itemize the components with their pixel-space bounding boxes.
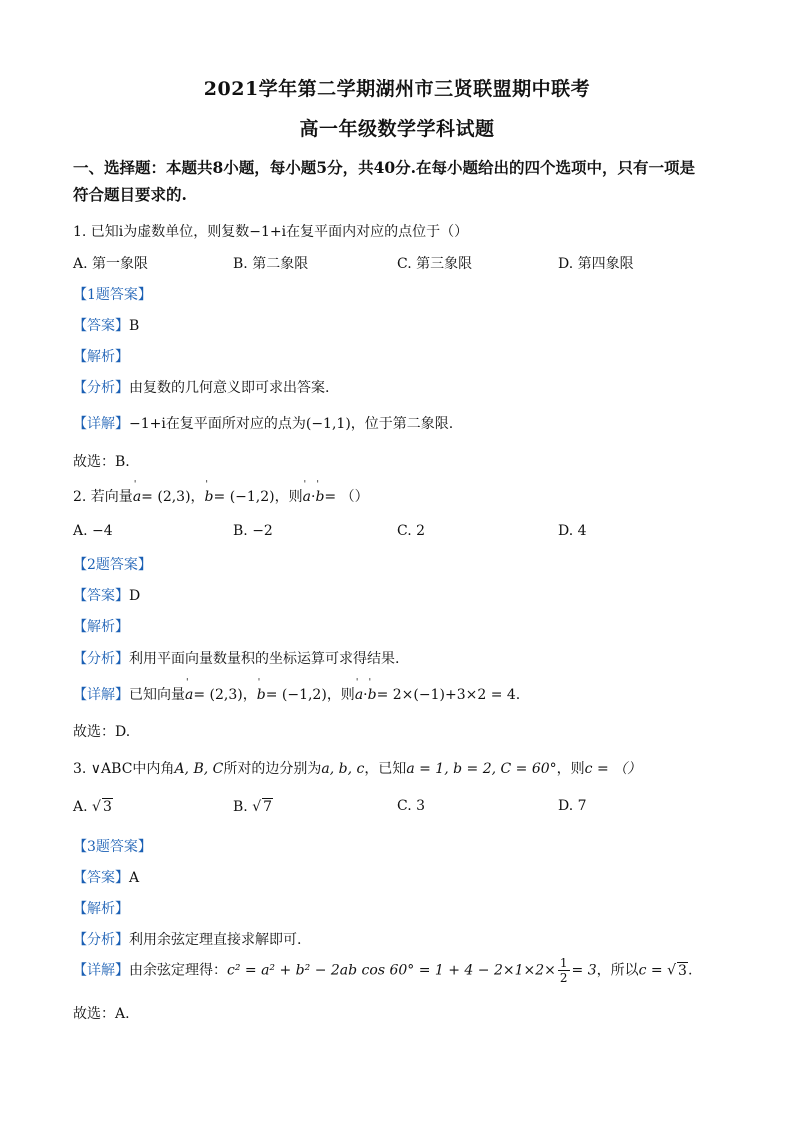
q3-option-c: C. 3: [397, 798, 426, 814]
q3-detail: 【详解】由余弦定理得：c² = a² + b² − 2ab cos 60° = 1 + 4 − 2×1×2× $\frac{1}{2}$ = 3，所以c = √ 3.: [73, 956, 693, 985]
q3-option-a: A. √ 3: [73, 799, 112, 815]
q2-fenxi: 【分析】利用平面向量数量积的坐标运算可求得结果.: [73, 651, 400, 667]
q2-analysis-tag: 【解析】: [73, 619, 129, 635]
fraction-one-half: $\frac{1}{2}$: [559, 956, 568, 985]
q3-answer: 【答案】A: [73, 870, 140, 886]
q1-option-b: B. 第二象限: [233, 256, 309, 272]
q1-fenxi: 【分析】由复数的几何意义即可求出答案.: [73, 380, 330, 396]
q2-detail: 【详解】已知向量' a= (2,3)，' b= (−1,2)，则' a·' b= 2×(−1)+3×2 = 4.: [73, 684, 520, 704]
q2-option-b: B. −2: [233, 523, 273, 539]
q1-option-d: D. 第四象限: [558, 256, 634, 272]
q1-choose: 故选：B.: [73, 454, 130, 470]
q2-choose: 故选：D.: [73, 724, 131, 740]
q2-answer-tag: 【2题答案】: [73, 557, 152, 573]
q1-option-c: C. 第三象限: [397, 256, 473, 272]
q3-choose: 故选：A.: [73, 1006, 130, 1022]
q2-option-a: A. −4: [73, 523, 113, 539]
q3-analysis-tag: 【解析】: [73, 901, 129, 917]
q1-answer-tag: 【1题答案】: [73, 287, 152, 303]
exam-title: 2021学年第二学期湖州市三贤联盟期中联考: [203, 78, 591, 100]
q3-fenxi: 【分析】利用余弦定理直接求解即可.: [73, 932, 302, 948]
q3-option-b: B. √ 7: [233, 799, 273, 815]
q2-option-c: C. 2: [397, 523, 426, 539]
question-3-stem: 3. ∨ABC中内角A, B, C所对的边分别为a, b, c，已知a = 1, b = 2, C = 60°，则c = （）: [73, 761, 642, 777]
q3-answer-tag: 【3题答案】: [73, 839, 152, 855]
q1-option-a: A. 第一象限: [73, 256, 149, 272]
q2-answer: 【答案】D: [73, 588, 141, 604]
q2-option-d: D. 4: [558, 523, 587, 539]
section-heading: 一、选择题：本题共8小题，每小题5分，共40分.在每小题给出的四个选项中，只有一项是 符合题目要求的.: [73, 158, 696, 204]
q1-detail: 【详解】−1+i在复平面所对应的点为(−1,1)，位于第二象限.: [73, 416, 454, 432]
q1-answer: 【答案】B: [73, 318, 140, 334]
question-1-stem: 1. 已知i为虚数单位，则复数−1+i在复平面内对应的点位于（）: [73, 224, 469, 240]
question-2-stem: 2. 若向量' a= (2,3)，' b= (−1,2)，则' a·' b= （）: [73, 486, 369, 506]
q3-option-d: D. 7: [558, 798, 587, 814]
exam-subtitle: 高一年级数学学科试题: [299, 118, 495, 140]
q1-analysis-tag: 【解析】: [73, 349, 129, 365]
